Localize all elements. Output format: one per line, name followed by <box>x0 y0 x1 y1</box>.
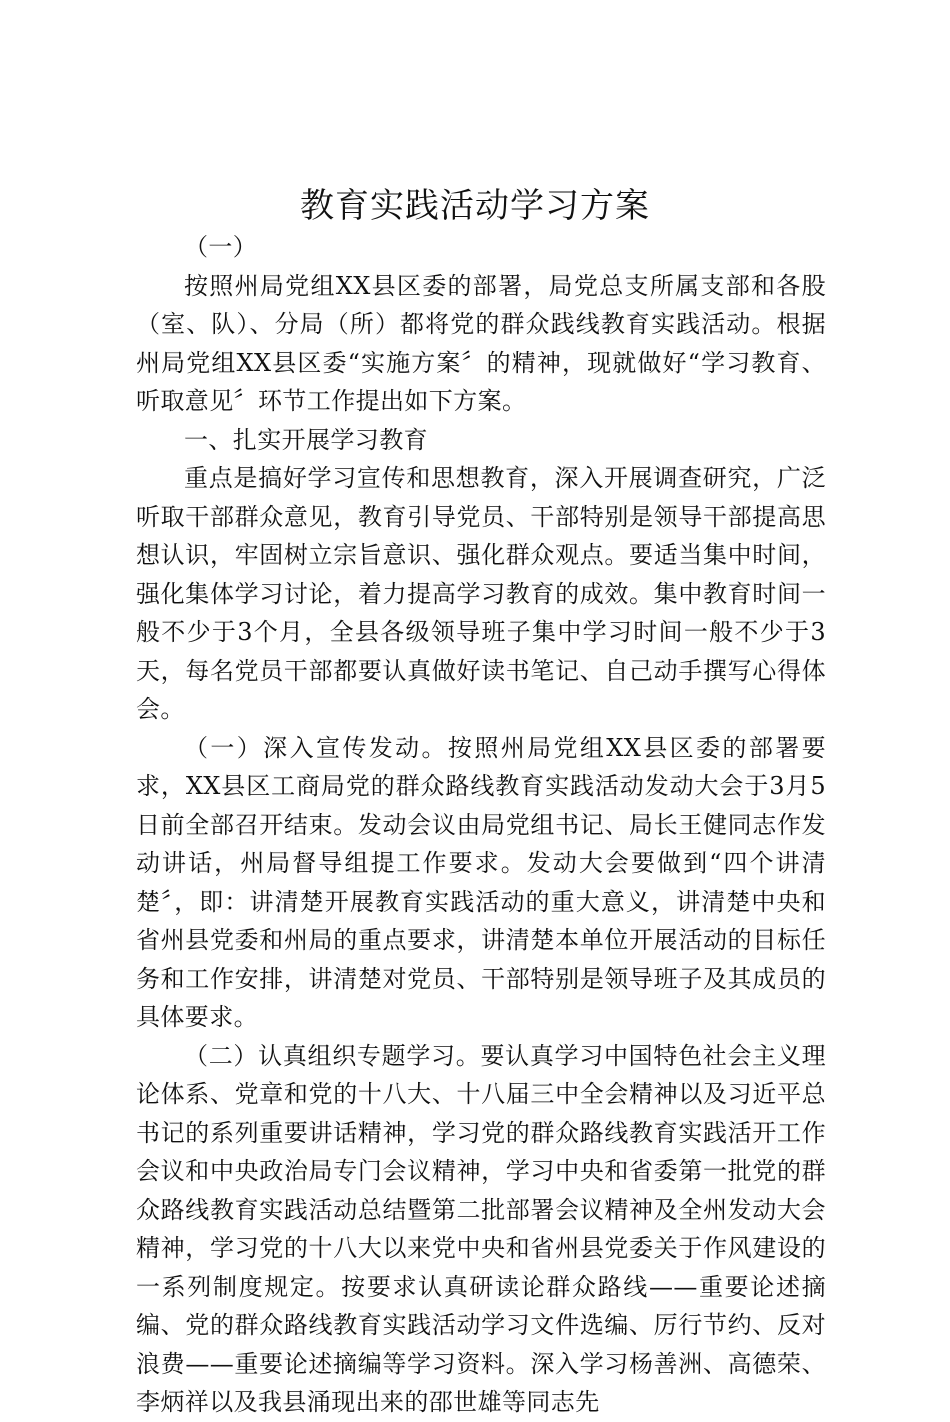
paragraph-publicity: （一）深入宣传发动。按照州局党组XX县区委的部署要求，XX县区工商局党的群众路线教育实践活动发动大会于3月5日前全部召开结束。发动会议由局党组书记、局长王健同志作发动讲话，州局督导组提工作要求。发动大会要做到“四个讲清楚〞，即：讲清楚开展教育实践活动的重大意义，讲清楚中央和省州县党委和州局的重点要求，讲清楚本单位开展活动的目标任务和工作安排，讲清楚对党员、干部特别是领导班子及其成员的具体要求。 <box>136 733 826 1031</box>
paragraph-section-marker: （一） <box>184 233 258 261</box>
paragraph-special-study: （二）认真组织专题学习。要认真学习中国特色社会主义理论体系、党章和党的十八大、十八届三中全会精神以及习近平总书记的系列重要讲话精神，学习党的群众路线教育实践活开工作会议和中央政治局专门会议精神，学习中央和省委第一批党的群众路线教育实践活动总结暨第二批部署会议精神及全州发动大会精神，学习党的十八大以来党中央和省州县党委关于作风建设的一系列制度规定。按要求认真研读论群众路线——重要论述摘编、党的群众路线教育实践活动学习文件选编、厉行节约、反对浪费——重要论述摘编等学习资料。深入学习杨善洲、高德荣、李炳祥以及我县涌现出来的邵世雄等同志先 <box>136 1041 826 1416</box>
paragraph-key-points: 重点是搞好学习宣传和思想教育，深入开展调查研究，广泛听取干部群众意见，教育引导党员、干部特别是领导干部提高思想认识，牢固树立宗旨意识、强化群众观点。要适当集中时间，强化集体学习讨论，着力提高学习教育的成效。集中教育时间一般不少于3个月，全县各级领导班子集中学习时间一般不少于3天，每名党员干部都要认真做好读书笔记、自己动手撰写心得体会。 <box>136 464 826 723</box>
heading-section-one: 一、扎实开展学习教育 <box>184 425 428 454</box>
document-title: 教育实践活动学习方案 <box>300 186 650 226</box>
paragraph-intro: 按照州局党组XX县区委的部署，局党总支所属支部和各股（室、队）、分局（所）都将党的群众践线教育实践活动。根据州局党组XX县区委“实施方案〞的精神，现就做好“学习教育、听取意见〞环节工作提出如下方案。 <box>136 271 826 415</box>
document-body <box>136 228 826 1422</box>
